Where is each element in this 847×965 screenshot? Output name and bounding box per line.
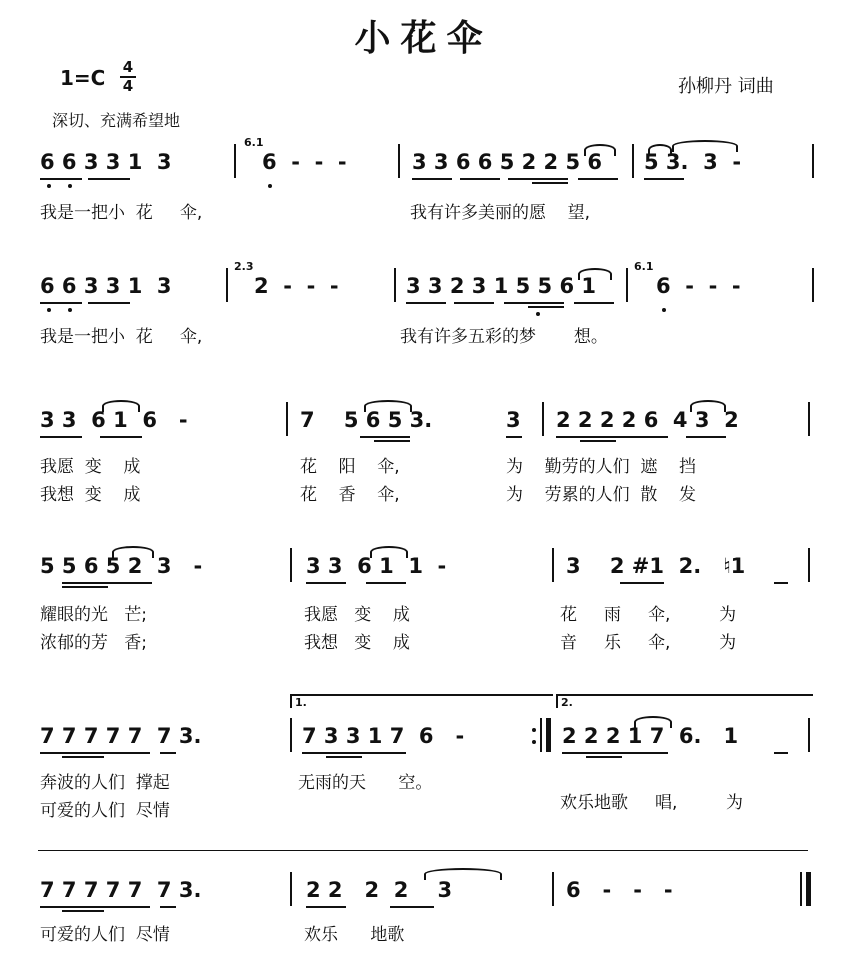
measure-notes: 5 5 6 5 2 3 - <box>40 554 203 578</box>
grace-note: 2.3 <box>234 260 254 273</box>
lyric-line: 我有许多美丽的愿 望, <box>410 203 591 223</box>
tempo-marking: 深切、充满希望地 <box>52 111 181 130</box>
bar-line <box>552 548 554 582</box>
measure-notes: 3 3 2 3 1 5 5 6 1 <box>406 274 596 298</box>
bar-line <box>812 268 814 302</box>
song-title: 小花伞 <box>354 18 493 59</box>
volta-bracket-2: 2. <box>556 694 813 708</box>
bar-line <box>290 718 292 752</box>
key-signature: 1=C <box>60 66 106 90</box>
lyric-line: 可爱的人们 尽情 <box>40 801 170 821</box>
lyric-line: 欢乐地歌 唱, 为 <box>560 793 744 813</box>
staff-row-6 <box>0 876 847 916</box>
lyric-line: 花 香 伞, <box>300 485 400 505</box>
lyric-line: 音 乐 伞, 为 <box>560 633 737 653</box>
grace-note: 6.1 <box>634 260 654 273</box>
repeat-bar-thick <box>546 718 551 752</box>
measure-notes: 3 <box>506 408 521 432</box>
bar-line <box>542 402 544 436</box>
measure-notes: 6 - - - <box>262 150 347 174</box>
lyric-line: 耀眼的光 芒; <box>40 605 147 625</box>
lyric-line: 花 阳 伞, <box>300 457 400 477</box>
grace-note: 6.1 <box>244 136 264 149</box>
measure-notes: 7 3 3 1 7 6 - <box>302 724 465 748</box>
bar-line <box>234 144 236 178</box>
lyric-line: 奔波的人们 撑起 <box>40 773 170 793</box>
bar-line <box>552 872 554 906</box>
bar-line <box>632 144 634 178</box>
author-credit: 孙柳丹 词曲 <box>678 76 774 97</box>
bar-line <box>290 548 292 582</box>
lyric-line: 为 勤劳的人们 遮 挡 <box>506 457 697 477</box>
bar-line <box>808 548 810 582</box>
lyric-line: 我是一把小 花 伞, <box>40 203 203 223</box>
staff-row-1 <box>0 136 847 188</box>
lyric-line: 我是一把小 花 伞, <box>40 327 203 347</box>
lyric-line: 可爱的人们 尽情 <box>40 925 170 945</box>
measure-notes: 2 2 2 1 7 6. 1 <box>562 724 739 748</box>
measure-notes: 3 2 #1 2. ♮1 <box>566 554 746 578</box>
lyric-line: 花 雨 伞, 为 <box>560 605 737 625</box>
repeat-bar <box>540 718 542 752</box>
measure-notes: 7 5 6 5 3. <box>300 408 433 432</box>
measure-notes: 3 3 6 1 6 - <box>40 408 188 432</box>
lyric-line: 浓郁的芳 香; <box>40 633 147 653</box>
lyric-line: 我有许多五彩的梦 想。 <box>400 327 608 347</box>
bar-line <box>626 268 628 302</box>
time-signature-bottom: 4 <box>122 77 134 95</box>
measure-notes: 6 - - - <box>566 878 673 902</box>
bar-line <box>398 144 400 178</box>
bar-line <box>808 402 810 436</box>
lyric-line: 我想 变 成 <box>40 485 141 505</box>
lyric-line: 我愿 变 成 <box>304 605 410 625</box>
bar-line <box>290 872 292 906</box>
staff-row-3 <box>0 406 847 446</box>
bar-line <box>286 402 288 436</box>
final-bar <box>800 872 802 906</box>
measure-notes: 6 - - - <box>656 274 741 298</box>
measure-notes: 2 2 2 2 6 4 3 2 <box>556 408 739 432</box>
measure-notes: 2 2 2 2 3 <box>306 878 453 902</box>
coda-line <box>38 850 808 851</box>
lyric-line: 我想 变 成 <box>304 633 410 653</box>
bar-line <box>394 268 396 302</box>
bar-line <box>808 718 810 752</box>
lyric-line: 欢乐 地歌 <box>304 925 405 945</box>
measure-notes: 7 7 7 7 7 7 3. <box>40 878 202 902</box>
measure-notes: 2 - - - <box>254 274 339 298</box>
bar-line <box>812 144 814 178</box>
time-signature-top: 4 <box>122 58 134 76</box>
staff-row-2 <box>0 260 847 312</box>
measure-notes: 5 3. 3 - <box>644 150 742 174</box>
measure-notes: 6 6 3 3 1 3 <box>40 274 172 298</box>
measure-notes: 3 3 6 1 1 - <box>306 554 447 578</box>
final-bar-thick <box>806 872 811 906</box>
bar-line <box>226 268 228 302</box>
lyric-line: 我愿 变 成 <box>40 457 141 477</box>
lyric-line: 为 劳累的人们 散 发 <box>506 485 697 505</box>
staff-row-4 <box>0 552 847 592</box>
measure-notes: 7 7 7 7 7 7 3. <box>40 724 202 748</box>
lyric-line: 无雨的天 空。 <box>298 773 433 793</box>
measure-notes: 3 3 6 6 5 2 2 5 6 <box>412 150 602 174</box>
volta-bracket-1: 1. <box>290 694 553 708</box>
time-signature <box>120 60 136 94</box>
staff-row-5 <box>0 722 847 762</box>
measure-notes: 6 6 3 3 1 3 <box>40 150 172 174</box>
